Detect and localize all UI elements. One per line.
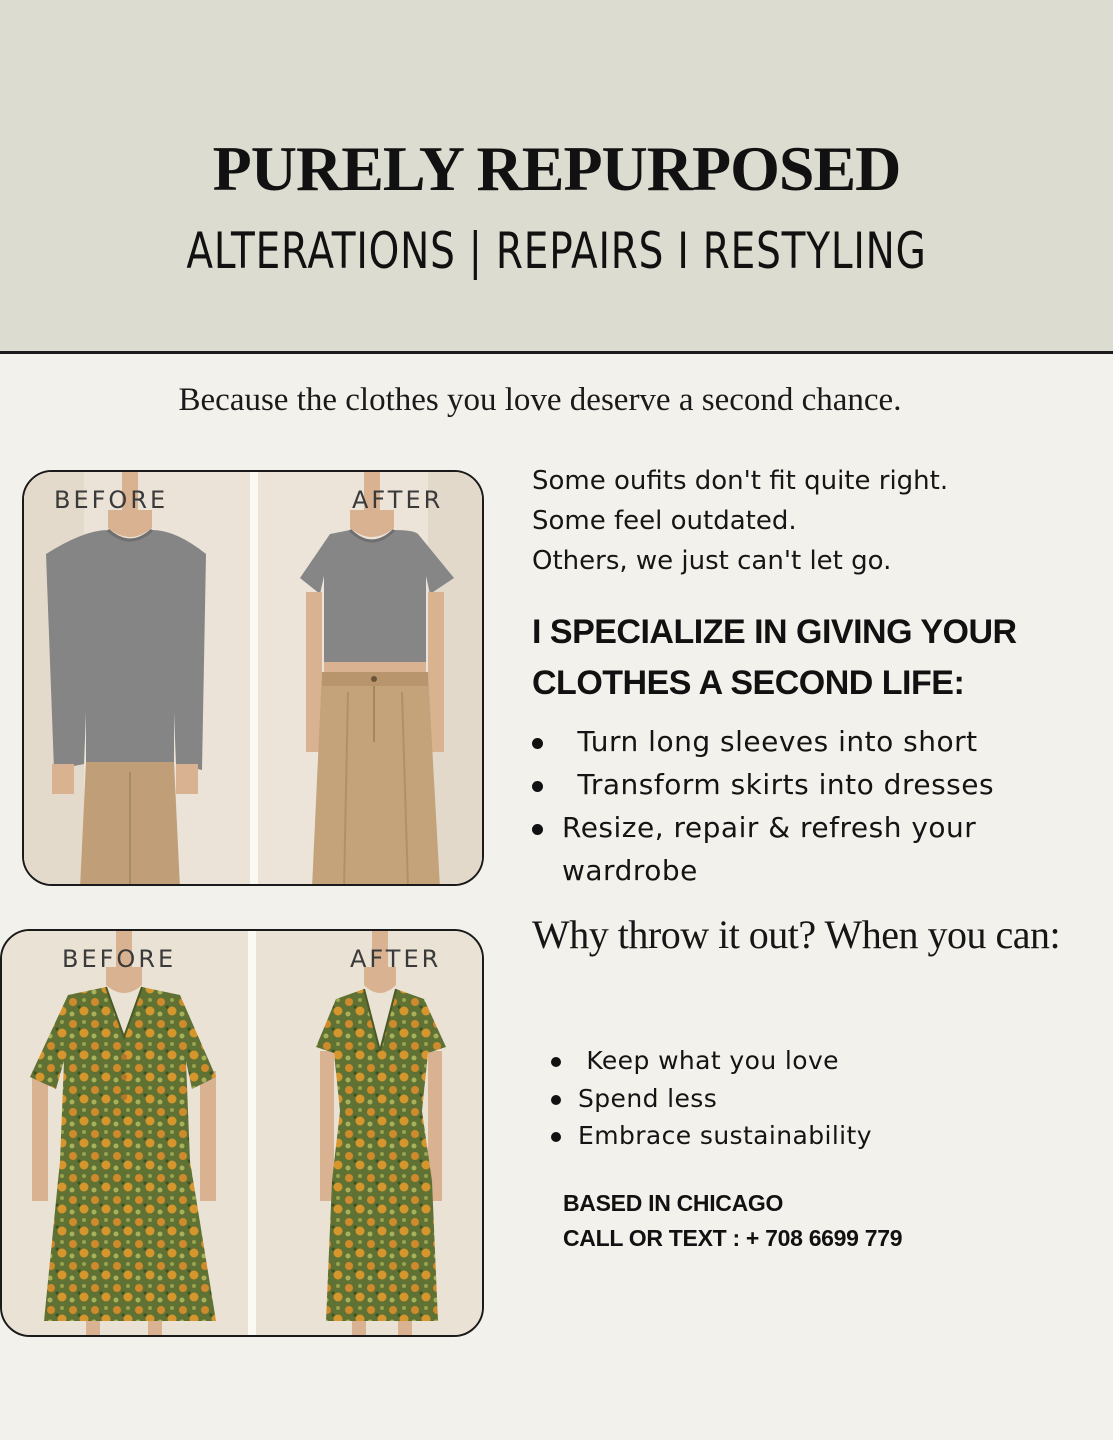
- before-shirt-figure: [24, 472, 250, 886]
- before-after-shirt-panel: [22, 470, 484, 886]
- before-shirt-photo: [24, 472, 250, 884]
- contact-info: [563, 1186, 1063, 1256]
- intro-line: Others, we just can't let go.: [532, 546, 892, 576]
- after-dress-figure: [256, 931, 484, 1337]
- list-item: Embrace sustainability: [548, 1117, 1048, 1155]
- photo-divider: [248, 931, 256, 1335]
- list-item: Transform skirts into dresses: [530, 763, 1090, 806]
- after-dress-photo: [256, 931, 484, 1335]
- photo-divider: [250, 472, 258, 884]
- header-banner: [0, 0, 1113, 354]
- before-after-dress-panel: [0, 929, 484, 1337]
- specialize-line: CLOTHES A SECOND LIFE:: [532, 664, 965, 702]
- after-shirt-figure: [258, 472, 484, 886]
- list-item: Keep what you love: [548, 1042, 1048, 1080]
- brand-title: PURELY REPURPOSED: [212, 133, 901, 204]
- location-text: BASED IN CHICAGO: [563, 1190, 784, 1216]
- list-item: Spend less: [548, 1080, 1048, 1118]
- intro-text: [532, 461, 1092, 581]
- after-shirt-photo: [258, 472, 484, 884]
- before-dress-figure: [2, 931, 248, 1337]
- after-label: AFTER: [350, 945, 442, 973]
- before-label: BEFORE: [54, 486, 169, 514]
- list-item: Resize, repair & refresh your wardrobe: [530, 806, 1000, 892]
- specialize-heading: [532, 607, 1092, 709]
- services-list: [530, 720, 1090, 892]
- benefits-list: [548, 1042, 1048, 1155]
- after-label: AFTER: [352, 486, 444, 514]
- intro-line: Some oufits don't fit quite right.: [532, 466, 949, 496]
- phone-text: CALL OR TEXT : + 708 6699 779: [563, 1225, 903, 1251]
- tagline: Because the clothes you love deserve a second chance.: [178, 382, 902, 418]
- list-item: Turn long sleeves into short: [530, 720, 1090, 763]
- before-dress-photo: [2, 931, 248, 1335]
- before-label: BEFORE: [62, 945, 177, 973]
- intro-line: Some feel outdated.: [532, 506, 797, 536]
- why-heading: Why throw it out? When you can:: [532, 912, 1061, 957]
- specialize-line: I SPECIALIZE IN GIVING YOUR: [532, 613, 1017, 651]
- services-heading: ALTERATIONS | REPAIRS I RESTYLING: [186, 222, 927, 280]
